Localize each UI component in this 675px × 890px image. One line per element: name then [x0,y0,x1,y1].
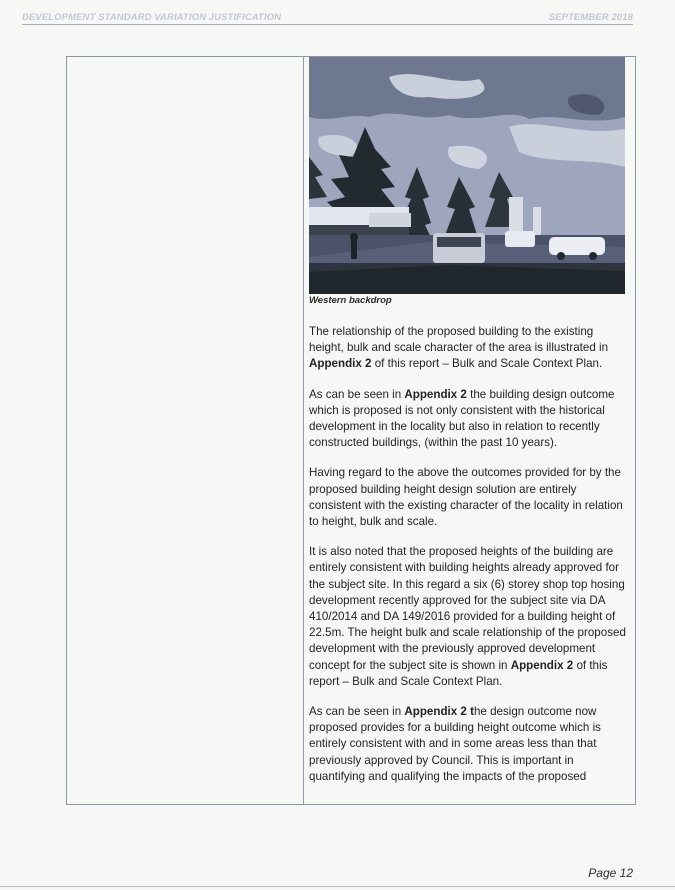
paragraph-3 [309,465,627,530]
appendix-reference: Appendix 2 [309,357,372,371]
paragraph-text: It is also noted that the proposed heights of the building are entirely consistent with building heights already approved for the subject site. In this regard a six (6) storey shop top hosing development recently approved for the subject site via DA 410/2014 and DA 149/2016 provided for a building height of 22.5m. The height bulk and scale relationship of the proposed development with the previously approved development concept for the subject site is shown in [309,545,626,672]
paragraph-text: The relationship of the proposed building to the existing height, bulk and scale character of the area is illustrated in [309,325,609,355]
paragraph-text: Having regard to the above the outcomes provided for by the proposed building height design solution are entirely consistent with the existing character of the locality in relation to height, bulk and scale. [309,466,623,529]
paragraph-text: of this report – Bulk and Scale Context Plan. [371,357,603,371]
figure-caption: Western backdrop [309,295,392,306]
paragraph-4 [309,544,627,690]
header-title: DEVELOPMENT STANDARD VARIATION JUSTIFICATION [22,12,282,23]
paragraph-text: of this report – Bulk and Scale Context Plan. [309,658,608,688]
paragraph-text: the building design outcome which is proposed is not only consistent with the historical development in the locality but also in relation to recently constructed buildings, (within the past 10 years). [309,387,615,450]
paragraph-2 [309,387,627,452]
column-divider [303,57,304,804]
appendix-reference: Appendix 2 t [404,705,474,719]
paragraph-text: As can be seen in [309,705,405,719]
page-header [22,12,633,25]
header-date: SEPTEMBER 2018 [548,12,633,23]
content-table [66,56,636,805]
appendix-reference: Appendix 2 [510,658,574,672]
page-number: Page 12 [588,866,633,880]
paragraph-text: he design outcome now proposed provides for a building height outcome which is entirely consistent with and in some areas less than that previously approved by Council. This is important in quantifying and qualifying the impacts of the proposed [309,705,601,783]
street-photo [309,57,625,294]
footer-rule [0,886,675,887]
paragraph-1 [309,324,627,373]
right-column [309,57,629,785]
paragraph-text: As can be seen in [309,387,405,401]
paragraph-5 [309,704,627,785]
appendix-reference: Appendix 2 [404,387,467,401]
